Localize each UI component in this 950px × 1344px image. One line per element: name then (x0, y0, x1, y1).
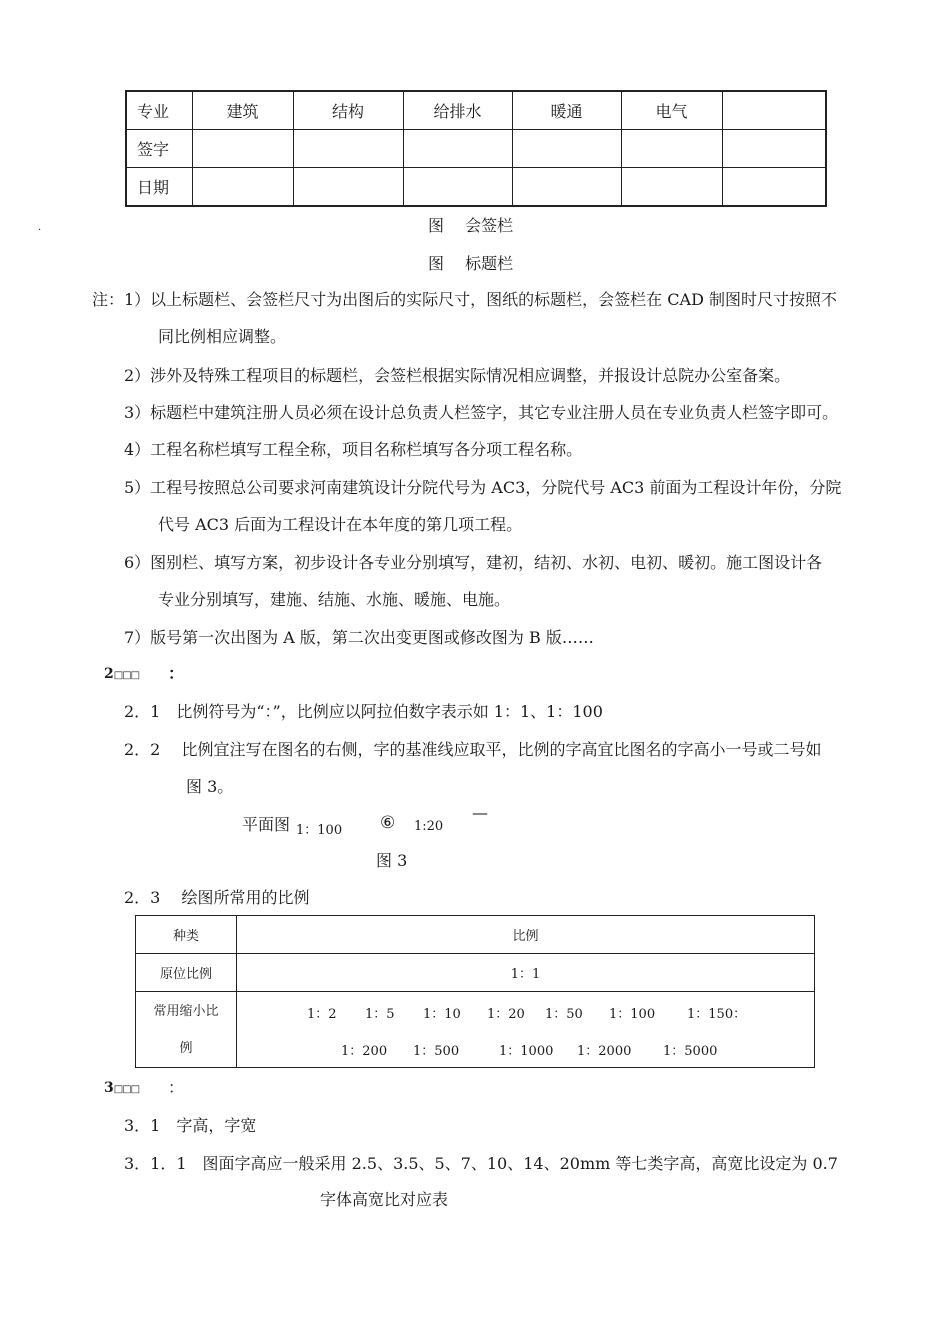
section-3-heading-colon: ： (168, 1078, 185, 1097)
scale-value: 1：5000 (663, 1044, 718, 1059)
section-2-1: 2．1 比例符号为“：”，比例应以阿拉伯数字表示如 1：1、1：100 (124, 702, 603, 721)
section-2-number: 2 (104, 666, 114, 682)
table-cell: 专业 (126, 91, 192, 130)
table-cell: 给排水 (403, 91, 512, 130)
section-2-3: 2．3 绘图所常用的比例 (124, 888, 310, 907)
table-cell (512, 168, 621, 207)
row-label-line1: 常用缩小比 (153, 1003, 219, 1019)
table-cell (237, 992, 815, 1068)
section-3-number: 3 (104, 1080, 114, 1096)
table-row (126, 130, 826, 168)
note-7: 7）版号第一次出图为 A 版，第二次出变更图或修改图为 B 版…… (124, 628, 594, 647)
example-scale-1: 1：100 (296, 823, 343, 838)
note-5-line2: 代号 AC3 后面为工程设计在本年度的第几项工程。 (158, 515, 523, 534)
table-cell (722, 91, 826, 130)
scale-value: 1：20 (487, 1007, 525, 1022)
table-row (136, 954, 815, 992)
table-row (126, 91, 826, 130)
scale-value: 1：150： (687, 1007, 747, 1022)
notes-prefix: 注： (92, 290, 125, 309)
section-3-1: 3．1 字高，字宽 (124, 1116, 257, 1135)
scale-value: 1：2 (307, 1007, 337, 1022)
table-cell (136, 992, 237, 1068)
table-cell (722, 130, 826, 168)
section-2-2-line1: 2．2 比例宜注写在图名的右侧，字的基准线应取平，比例的字高宜比图名的字高小一号或二号如 (124, 740, 822, 759)
scale-value: 1：10 (423, 1007, 461, 1022)
table-cell (621, 130, 722, 168)
example-scale-2: 1:20 (414, 819, 444, 834)
table-cell (722, 168, 826, 207)
section-2-heading-colon: ： (168, 664, 185, 683)
example-circled-number: ⑥ (380, 813, 396, 833)
example-drawing-name: 平面图 (242, 815, 291, 834)
note-6-line2: 专业分别填写，建施、结施、水施、暖施、电施。 (158, 590, 511, 609)
table-cell: 1：1 (237, 954, 815, 992)
table-cell: 电气 (621, 91, 722, 130)
note-2: 2）涉外及特殊工程项目的标题栏，会签栏根据实际情况相应调整，并报设计总院办公室备案。 (124, 366, 791, 385)
section-3-garbled-title: □□□ (113, 1084, 140, 1095)
scale-value: 1：5 (365, 1007, 395, 1022)
table-cell: 暖通 (512, 91, 621, 130)
scale-value: 1：50 (545, 1007, 583, 1022)
scale-value: 1：1000 (499, 1044, 554, 1059)
example-dash: — (472, 803, 488, 822)
stray-dot: . (38, 222, 42, 233)
caption-countersign: 图 会签栏 (428, 216, 514, 235)
scale-value: 1：200 (341, 1044, 388, 1059)
note-1-line1: 1）以上标题栏、会签栏尺寸为出图后的实际尺寸，图纸的标题栏，会签栏在 CAD 制图时尺寸按照不 (124, 290, 837, 309)
section-2-heading (104, 664, 139, 686)
table-cell (403, 168, 512, 207)
section-3-1-1: 3．1．1 图面字高应一般采用 2.5、3.5、5、7、10、14、20mm 等七类字高，高宽比设定为 0.7 (124, 1154, 838, 1173)
table-row (126, 168, 826, 207)
table-cell: 日期 (126, 168, 192, 207)
caption-fig3: 图 3 (376, 851, 408, 870)
caption-titleblock: 图 标题栏 (428, 254, 514, 273)
row-label-line2: 例 (179, 1040, 193, 1056)
table-cell (192, 130, 293, 168)
table-cell (293, 168, 403, 207)
scale-value: 1：2000 (577, 1044, 632, 1059)
note-3: 3）标题栏中建筑注册人员必须在设计总负责人栏签字，其它专业注册人员在专业负责人栏签字即可。 (124, 403, 839, 422)
note-1-line2: 同比例相应调整。 (158, 327, 287, 346)
table-row (136, 916, 815, 954)
section-3-heading (104, 1078, 139, 1100)
table-cell: 建筑 (192, 91, 293, 130)
section-2-2-line2: 图 3。 (186, 777, 234, 796)
note-5-line1: 5）工程号按照总公司要求河南建筑设计分院代号为 AC3，分院代号 AC3 前面为工程设计年份，分院 (124, 478, 842, 497)
countersign-table (125, 90, 827, 207)
section-2-garbled-title: □□□ (113, 670, 140, 681)
note-6-line1: 6）图别栏、填写方案，初步设计各专业分别填写，建初，结初、水初、电初、暖初。施工图设计各 (124, 553, 823, 572)
scale-table (135, 915, 815, 1068)
table-header-cell: 比例 (237, 916, 815, 954)
table-header-cell: 种类 (136, 916, 237, 954)
table-cell (192, 168, 293, 207)
table-cell (293, 130, 403, 168)
table-row (136, 992, 815, 1068)
table-caption-font-ratio: 字体高宽比对应表 (320, 1190, 449, 1209)
table-cell (512, 130, 621, 168)
scale-value: 1：100 (609, 1007, 656, 1022)
note-4: 4）工程名称栏填写工程全称，项目名称栏填写各分项工程名称。 (124, 440, 583, 459)
table-cell: 结构 (293, 91, 403, 130)
table-cell (621, 168, 722, 207)
table-cell (403, 130, 512, 168)
scale-value: 1：500 (413, 1044, 460, 1059)
table-cell: 原位比例 (136, 954, 237, 992)
table-cell: 签字 (126, 130, 192, 168)
